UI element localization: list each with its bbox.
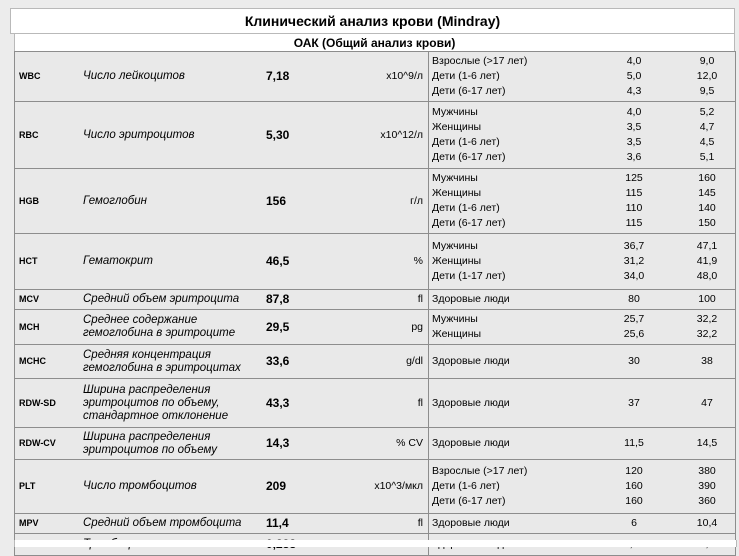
test-unit: fl [417, 517, 423, 529]
reference-group: Дети (1-6 лет) [432, 480, 500, 492]
test-code: MCV [19, 294, 39, 304]
result-cell [15, 52, 429, 102]
test-value: 46,5 [266, 254, 290, 268]
reference-min: 25,7 [623, 313, 645, 325]
reference-max: 5,1 [699, 151, 715, 163]
reference-group: Здоровые люди [432, 293, 510, 305]
test-name: Среднее содержание гемоглобина в эритроците [83, 314, 236, 339]
test-name: Число тромбоцитов [83, 480, 197, 492]
reference-group: Мужчины [432, 313, 478, 325]
reference-group: Взрослые (>17 лет) [432, 55, 528, 67]
reference-range [429, 69, 735, 84]
reference-cell [429, 102, 736, 169]
reference-max: 150 [698, 217, 716, 229]
reference-group: Здоровые люди [432, 396, 510, 409]
reference-group: Женщины [432, 328, 482, 340]
reference-max: 140 [698, 202, 716, 214]
result-cell [15, 290, 429, 310]
test-value: 209 [266, 479, 287, 493]
reference-min: 115 [625, 187, 643, 199]
reference-min: 120 [625, 465, 643, 477]
reference-max: 32,2 [696, 328, 718, 340]
reference-cell [429, 310, 736, 345]
reference-cell [429, 169, 736, 234]
reference-max: 160 [698, 172, 716, 184]
test-name: Гемоглобин [83, 194, 147, 207]
reference-group: Женщины [432, 255, 482, 267]
reference-max: 380 [698, 465, 716, 477]
table-footer-strip [14, 540, 737, 547]
test-unit: fl [417, 396, 423, 409]
reference-min: 160 [625, 495, 643, 507]
table-row [15, 310, 736, 345]
results-table [14, 51, 736, 556]
test-name: Средняя концентрация гемоглобина в эритроцитах [83, 348, 241, 374]
reference-min: 4,0 [626, 106, 642, 118]
test-value: 29,5 [266, 319, 290, 334]
reference-group: Дети (1-6 лет) [432, 70, 500, 82]
test-name: Средний объем тромбоцита [83, 517, 242, 529]
test-name: Гематокрит [83, 255, 153, 267]
test-unit: fl [417, 293, 423, 305]
reference-max: 48,0 [696, 270, 718, 282]
report-title: Клинический анализ крови (Mindray) [10, 8, 735, 34]
result-cell [15, 310, 429, 345]
test-code: HGB [19, 195, 39, 206]
result-cell [15, 379, 429, 428]
result-cell [15, 234, 429, 290]
table-row [15, 102, 736, 169]
reference-range [429, 327, 735, 342]
reference-group: Здоровые люди [432, 517, 510, 529]
test-value: 43,3 [266, 395, 290, 410]
table-row [15, 428, 736, 460]
reference-max: 47,1 [696, 240, 718, 252]
test-code: RDW-SD [19, 397, 56, 408]
reference-range [429, 436, 735, 451]
result-cell [15, 102, 429, 169]
test-value: 7,18 [266, 69, 290, 83]
reference-range [429, 150, 735, 165]
table-row [15, 169, 736, 234]
test-unit: pg [411, 320, 423, 333]
reference-cell [429, 514, 736, 534]
reference-min: 37 [628, 396, 640, 409]
test-value: 33,6 [266, 354, 290, 368]
reference-range [429, 479, 735, 494]
result-cell [15, 460, 429, 514]
test-code: MPV [19, 518, 39, 528]
reference-max: 32,2 [696, 313, 718, 325]
test-unit: x10^9/л [386, 70, 423, 82]
reference-range [429, 269, 735, 284]
reference-group: Женщины [432, 121, 482, 133]
reference-group: Дети (1-6 лет) [432, 136, 500, 148]
test-name: Ширина распределения эритроцитов по объему [83, 430, 218, 456]
reference-range [429, 292, 735, 307]
test-code: WBC [19, 71, 41, 81]
test-unit: x10^3/мкл [374, 480, 423, 492]
reference-range [429, 494, 735, 509]
table-row [15, 345, 736, 379]
test-name: Средний объем эритроцита [83, 293, 240, 305]
reference-min: 5,0 [626, 70, 642, 82]
test-name: Число лейкоцитов [83, 70, 185, 82]
reference-group: Здоровые люди [432, 437, 510, 449]
reference-cell [429, 379, 736, 428]
test-code: RBC [19, 129, 39, 140]
table-row [15, 234, 736, 290]
reference-group: Дети (6-17 лет) [432, 85, 506, 97]
test-code: MCH [19, 321, 40, 332]
reference-range [429, 201, 735, 216]
reference-cell [429, 460, 736, 514]
reference-group: Мужчины [432, 172, 478, 184]
reference-range [429, 464, 735, 479]
reference-group: Взрослые (>17 лет) [432, 465, 528, 477]
reference-group: Дети (6-17 лет) [432, 217, 506, 229]
reference-min: 4,0 [626, 55, 642, 67]
reference-max: 9,5 [699, 85, 715, 97]
reference-min: 36,7 [623, 240, 645, 252]
reference-range [429, 312, 735, 327]
reference-max: 9,0 [699, 55, 715, 67]
reference-range [429, 396, 735, 411]
reference-min: 30 [628, 355, 640, 367]
reference-group: Дети (6-17 лет) [432, 151, 506, 163]
reference-max: 100 [698, 293, 716, 305]
reference-group: Дети (1-6 лет) [432, 202, 500, 214]
reference-min: 80 [628, 293, 640, 305]
reference-cell [429, 428, 736, 460]
test-value: 5,30 [266, 127, 290, 142]
table-row [15, 460, 736, 514]
result-cell [15, 514, 429, 534]
test-unit: % CV [396, 437, 423, 449]
reference-min: 160 [625, 480, 643, 492]
reference-max: 5,2 [699, 106, 715, 118]
reference-max: 14,5 [696, 437, 718, 449]
test-name: Число эритроцитов [83, 128, 195, 141]
reference-min: 125 [625, 172, 643, 184]
reference-min: 3,5 [626, 121, 642, 133]
reference-min: 34,0 [623, 270, 645, 282]
reference-range [429, 354, 735, 369]
table-row [15, 290, 736, 310]
reference-range [429, 186, 735, 201]
reference-min: 11,5 [624, 437, 644, 449]
reference-cell [429, 234, 736, 290]
reference-group: Мужчины [432, 106, 478, 118]
result-cell [15, 428, 429, 460]
reference-max: 4,5 [699, 136, 715, 148]
reference-range [429, 135, 735, 150]
test-unit: % [413, 255, 423, 267]
reference-group: Дети (1-17 лет) [432, 270, 506, 282]
reference-group: Здоровые люди [432, 355, 510, 367]
reference-max: 145 [698, 187, 716, 199]
reference-max: 4,7 [699, 121, 715, 133]
test-name: Ширина распределения эритроцитов по объему, стандартное отклонение [83, 383, 229, 422]
test-value: 14,3 [266, 436, 290, 450]
reference-cell [429, 290, 736, 310]
reference-min: 25,6 [623, 328, 645, 340]
reference-range [429, 54, 735, 69]
test-unit: г/л [410, 194, 423, 207]
reference-cell [429, 345, 736, 379]
reference-min: 4,3 [626, 85, 642, 97]
test-unit: g/dl [406, 355, 423, 367]
table-row [15, 379, 736, 428]
reference-group: Женщины [432, 187, 482, 199]
reference-max: 41,9 [696, 255, 718, 267]
reference-min: 3,6 [626, 151, 642, 163]
table-row [15, 514, 736, 534]
reference-range [429, 171, 735, 186]
reference-min: 31,2 [623, 255, 645, 267]
test-code: HCT [19, 256, 38, 266]
reference-range [429, 516, 735, 531]
report-subtitle: ОАК (Общий анализ крови) [14, 34, 735, 51]
test-value: 87,8 [266, 292, 290, 306]
reference-range [429, 254, 735, 269]
test-value: 11,4 [266, 516, 289, 530]
result-cell [15, 169, 429, 234]
test-code: MCHC [19, 356, 46, 366]
reference-min: 6 [631, 517, 637, 529]
reference-max: 12,0 [696, 70, 718, 82]
reference-min: 110 [625, 202, 643, 214]
reference-max: 390 [698, 480, 716, 492]
test-code: PLT [19, 481, 36, 491]
test-code: RDW-CV [19, 438, 56, 448]
reference-range [429, 239, 735, 254]
reference-max: 47 [701, 396, 713, 409]
table-row [15, 52, 736, 102]
reference-max: 38 [701, 355, 713, 367]
reference-range [429, 216, 735, 231]
reference-max: 360 [698, 495, 716, 507]
test-value: 156 [266, 193, 287, 208]
reference-max: 10,4 [696, 517, 718, 529]
reference-min: 3,5 [626, 136, 642, 148]
reference-min: 115 [625, 217, 643, 229]
reference-range [429, 120, 735, 135]
reference-group: Дети (6-17 лет) [432, 495, 506, 507]
reference-group: Мужчины [432, 240, 478, 252]
reference-cell [429, 52, 736, 102]
test-unit: x10^12/л [380, 128, 423, 141]
reference-range [429, 84, 735, 99]
reference-range [429, 105, 735, 120]
result-cell [15, 345, 429, 379]
